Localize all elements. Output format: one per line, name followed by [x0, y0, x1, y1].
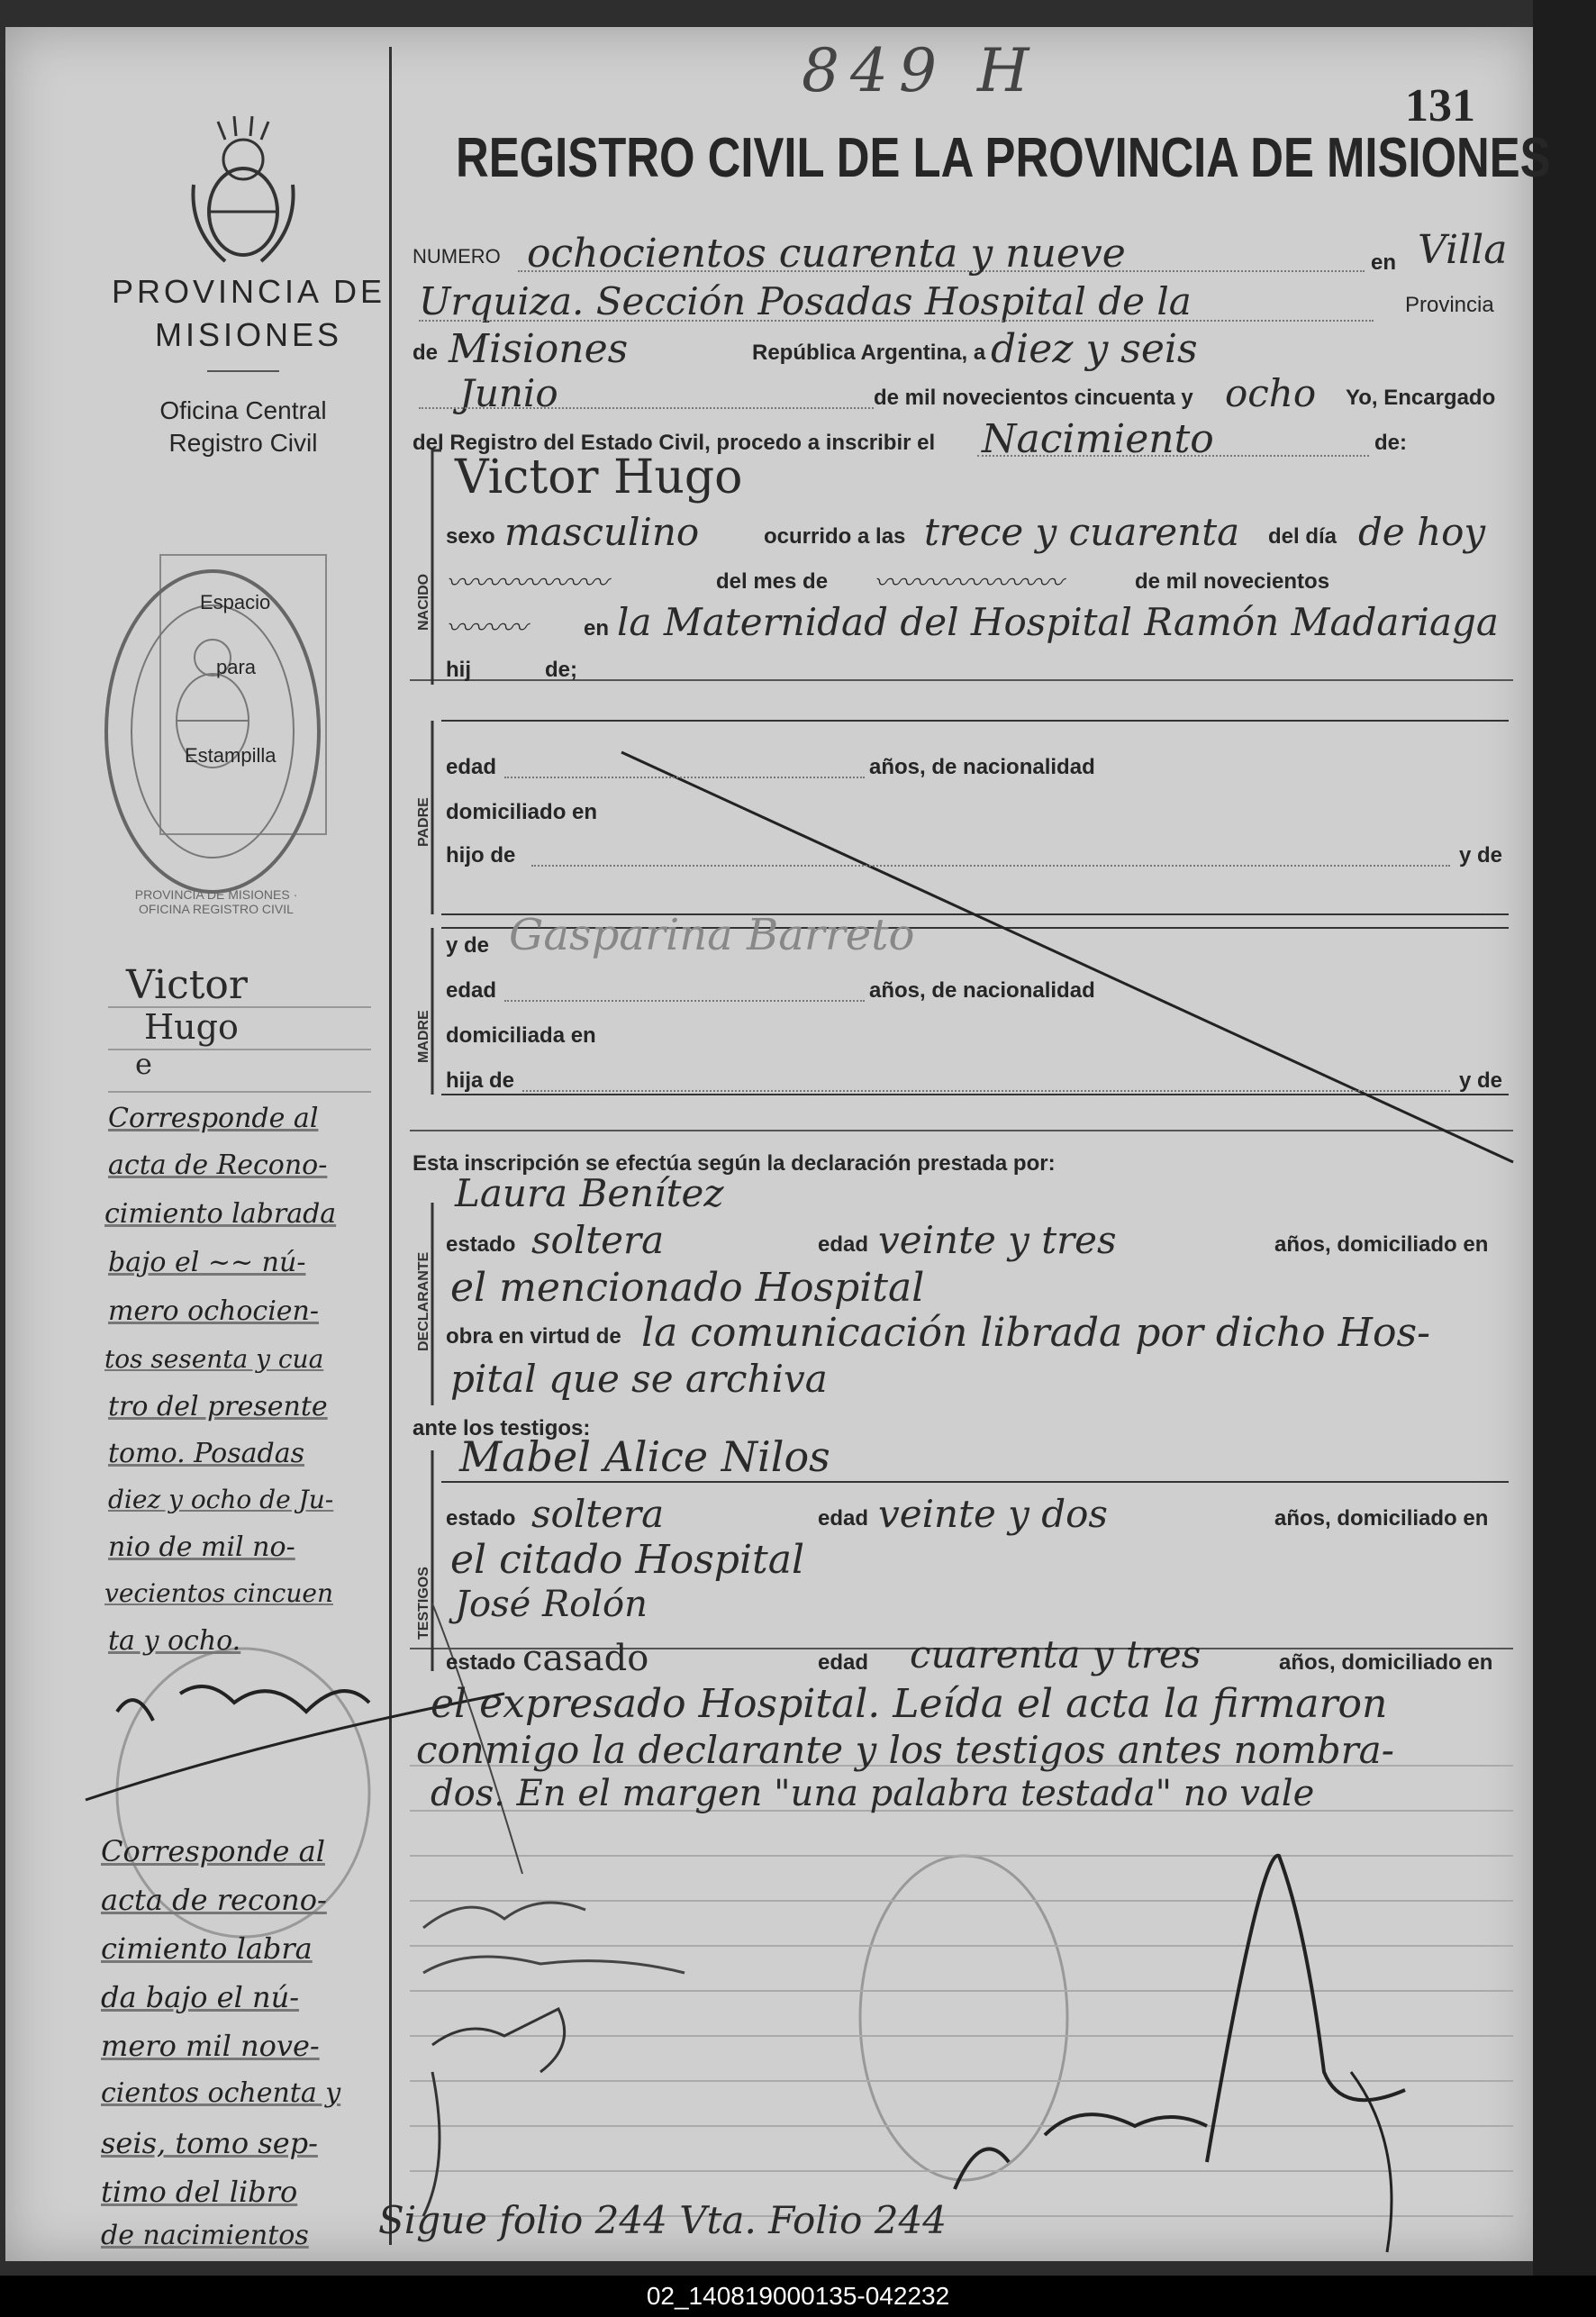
label-de-mil: de mil novecientos cincuenta y — [874, 386, 1193, 410]
label-del-mes: del mes de — [716, 569, 829, 594]
dots — [504, 777, 865, 778]
section-label-testigos: TESTIGOS — [416, 1567, 431, 1640]
field-acto: Nacimiento — [982, 416, 1214, 462]
note2-line: da bajo el nú- — [101, 1980, 300, 2014]
note1-line: acta de Recono- — [108, 1149, 328, 1181]
reference-number: 849 H — [802, 36, 1040, 105]
dots — [419, 320, 1374, 322]
label-t2-edad: edad — [818, 1650, 869, 1675]
label-padre-y-de: y de — [1459, 843, 1503, 868]
note1-line: mero ochocien- — [108, 1295, 319, 1327]
dots — [419, 407, 874, 409]
label-ante: ante los testigos: — [413, 1416, 591, 1440]
dots — [522, 1090, 1450, 1092]
field-obra-1: la comunicación librada por dicho Hos- — [641, 1310, 1430, 1356]
label-decl-edad: edad — [818, 1232, 869, 1257]
field-declarante: Laura Benítez — [455, 1171, 724, 1215]
field-provincia: Misiones — [449, 326, 629, 372]
label-t2-anos: años, domiciliado en — [1279, 1650, 1493, 1675]
field-dia-de: de hoy — [1358, 510, 1486, 554]
label-provincia: Provincia — [1405, 293, 1494, 317]
label-numero: NUMERO — [413, 245, 501, 268]
note1-line: Corresponde al — [108, 1103, 319, 1134]
field-t2-estado: casado — [522, 1638, 649, 1679]
label-en: en — [1371, 250, 1397, 275]
label-madre-y-de2: y de — [1459, 1068, 1503, 1093]
image-id-bar: 02_140819000135-042232 — [0, 2276, 1596, 2317]
label-padre-hijo: hijo de — [446, 843, 516, 868]
office-line-2: Registro Civil — [168, 429, 318, 457]
stamp-label-2: para — [216, 656, 257, 678]
seal-text: PROVINCIA DE MISIONES · OFICINA REGISTRO CIVIL — [134, 887, 298, 916]
label-yo: Yo, Encargado — [1346, 386, 1496, 410]
label-madre-edad: edad — [446, 978, 497, 1003]
field-madre-tachada: Gasparina Barreto — [509, 910, 915, 960]
label-mil-novecientos: de mil novecientos — [1135, 569, 1330, 594]
label-republica: República Argentina, a — [752, 341, 986, 365]
label-padre-dom: domiciliado en — [446, 800, 598, 824]
field-en: Villa — [1418, 227, 1508, 273]
field-sexo: masculino — [504, 510, 700, 554]
note2-line: cimiento labra — [101, 1931, 313, 1966]
field-hora: trece y cuarenta — [924, 510, 1240, 554]
field-decl-estado: soltera — [531, 1218, 665, 1262]
margin-name-1: Victor — [126, 962, 248, 1008]
section-label-padre: PADRE — [416, 797, 431, 847]
label-en-lugar: en — [584, 616, 610, 641]
closing-line-3: dos. En el margen "una palabra testada" no vale — [431, 1773, 1315, 1814]
note1-line: diez y ocho de Ju- — [108, 1485, 334, 1514]
dots — [977, 455, 1369, 457]
field-ano: ocho — [1225, 371, 1317, 415]
label-de: de — [413, 341, 439, 365]
field-lugar: Urquiza. Sección Posadas Hospital de la — [419, 279, 1192, 323]
page-number: 131 — [1405, 80, 1475, 132]
field-testigo-2: José Rolón — [455, 1584, 648, 1625]
label-declaracion: Esta inscripción se efectúa según la declaración prestada por: — [413, 1151, 1056, 1176]
note2-line: acta de recono- — [101, 1883, 327, 1917]
section-label-nacido: NACIDO — [416, 573, 431, 631]
field-obra-2: pital que se archiva — [450, 1357, 828, 1401]
dots — [531, 865, 1450, 867]
field-decl-domicilio: el mencionado Hospital — [450, 1265, 925, 1311]
note2-line: timo del libro — [101, 2175, 298, 2209]
label-madre-nac: años, de nacionalidad — [869, 978, 1095, 1003]
note1-line: tomo. Posadas — [108, 1438, 304, 1469]
dash-fill: 〰〰〰〰〰〰 — [446, 568, 608, 599]
margin-name-3: e — [135, 1047, 152, 1081]
note1-line: nio de mil no- — [108, 1531, 295, 1563]
stamp-label-3: Estampilla — [185, 744, 277, 767]
dash-fill: 〰〰〰〰〰〰〰 — [874, 568, 1063, 599]
note2-line: cientos ochenta y — [101, 2077, 341, 2109]
field-nombre: Victor Hugo — [455, 450, 743, 504]
field-numero: ochocientos cuarenta y nueve — [527, 231, 1126, 277]
label-decl-anos: años, domiciliado en — [1274, 1232, 1489, 1257]
label-t1-estado: estado — [446, 1506, 516, 1531]
closing-line-1: el expresado Hospital. Leída el acta la firmaron — [431, 1681, 1388, 1727]
label-de-colon: de: — [1374, 431, 1407, 455]
label-del-dia: del día — [1268, 524, 1338, 549]
label-t2-estado: estado — [446, 1650, 516, 1675]
label-madre-dom: domiciliada en — [446, 1023, 596, 1048]
province-name: PROVINCIA DE MISIONES — [111, 273, 386, 353]
label-padre-nac: años, de nacionalidad — [869, 755, 1095, 779]
field-testigo-1: Mabel Alice Nilos — [459, 1432, 830, 1481]
note2-line: de nacimientos — [101, 2220, 309, 2251]
label-padre-edad: edad — [446, 755, 497, 779]
label-ocurrido: ocurrido a las — [764, 524, 906, 549]
note2-line: seis, tomo sep- — [101, 2126, 318, 2160]
field-mes: Junio — [459, 371, 558, 415]
section-label-madre: MADRE — [416, 1010, 431, 1063]
label-decl-estado: estado — [446, 1232, 516, 1257]
note2-line: Corresponde al — [101, 1834, 325, 1868]
field-t1-edad: veinte y dos — [878, 1492, 1108, 1536]
note1-line: tos sesenta y cua — [104, 1344, 324, 1374]
label-madre-hija: hija de — [446, 1068, 515, 1093]
signature-mark — [117, 1686, 369, 1721]
note2-line: mero mil nove- — [101, 2029, 320, 2063]
field-dia: diez y seis — [991, 326, 1198, 372]
margin-name-2: Hugo — [144, 1007, 239, 1047]
note1-line: tro del presente — [108, 1391, 328, 1422]
dots — [504, 1000, 865, 1002]
field-t1-estado: soltera — [531, 1492, 665, 1536]
label-sexo: sexo — [446, 524, 495, 549]
dash-fill: 〰〰〰 — [446, 613, 527, 644]
label-madre-y-de: y de — [446, 933, 490, 958]
stamp-label-1: Espacio — [200, 591, 271, 613]
note1-line: bajo el ~~ nú- — [108, 1247, 306, 1278]
label-t1-anos: años, domiciliado en — [1274, 1506, 1489, 1531]
field-t1-domicilio: el citado Hospital — [450, 1537, 805, 1583]
note1-line: ta y ocho. — [108, 1625, 241, 1657]
field-t2-edad: cuarenta y tres — [910, 1632, 1202, 1676]
section-label-declarante: DECLARANTE — [416, 1251, 431, 1351]
closing-line-2: conmigo la declarante y los testigos antes nombra- — [416, 1728, 1394, 1772]
note1-line: vecientos cincuen — [104, 1578, 333, 1608]
page-title: REGISTRO CIVIL DE LA PROVINCIA DE MISIONES — [456, 127, 1551, 189]
continuation-note: Sigue folio 244 Vta. Folio 244 — [378, 2198, 947, 2242]
label-hij-de: de; — [545, 658, 577, 682]
label-hij: hij — [446, 658, 471, 682]
label-t1-edad: edad — [818, 1506, 869, 1531]
label-obra: obra en virtud de — [446, 1324, 621, 1349]
label-del-registro: del Registro del Estado Civil, procedo a inscribir el — [413, 431, 936, 455]
note1-line: cimiento labrada — [104, 1198, 337, 1230]
field-lugar-nacimiento: la Maternidad del Hospital Ramón Madariaga — [617, 600, 1499, 644]
office-line-1: Oficina Central — [159, 396, 327, 424]
field-decl-edad: veinte y tres — [878, 1218, 1117, 1262]
